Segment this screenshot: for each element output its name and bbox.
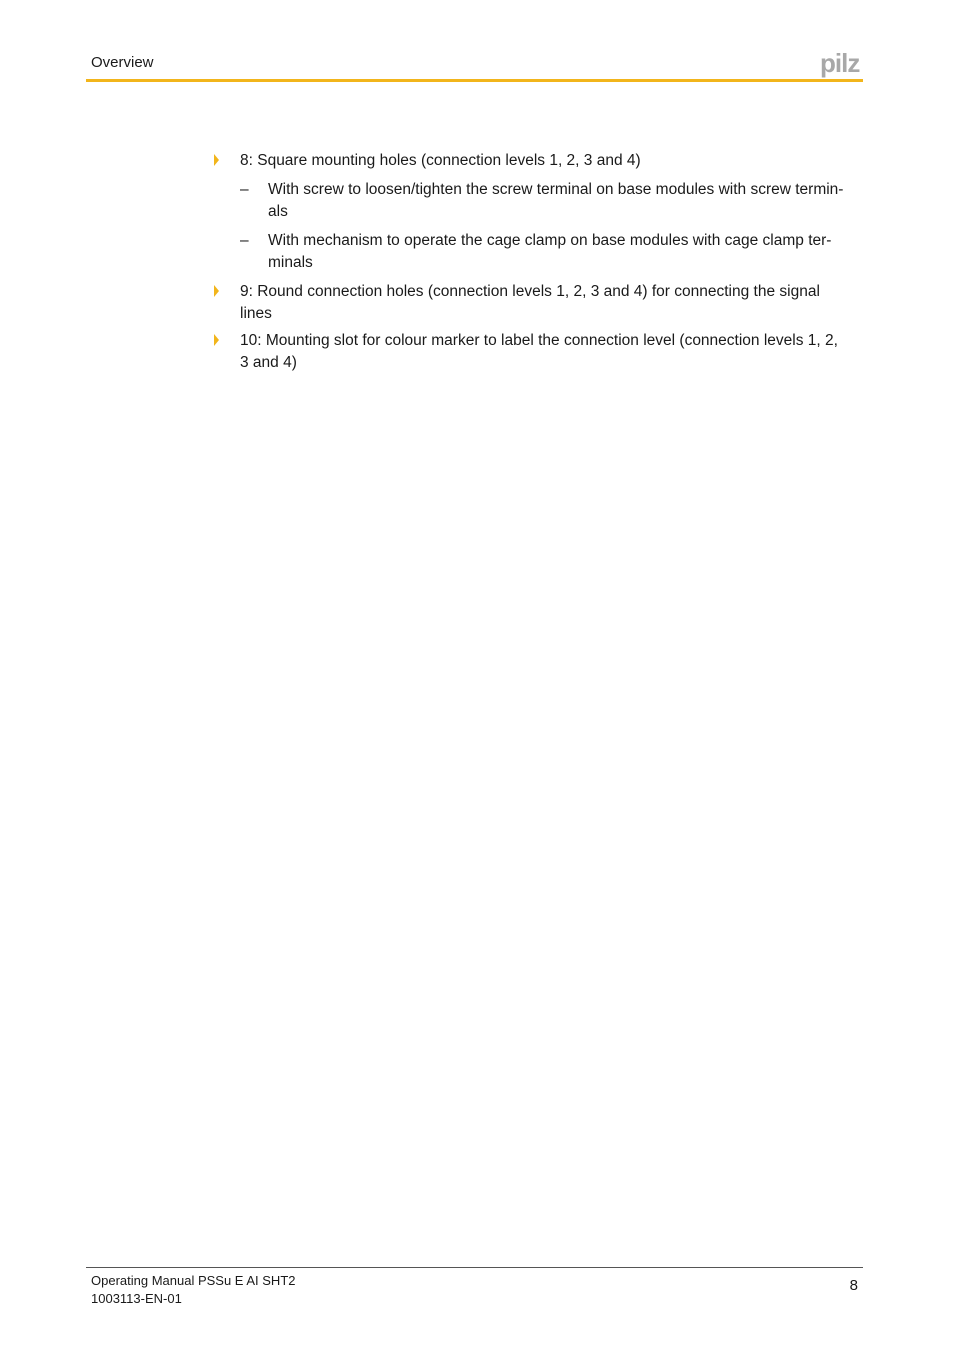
bullet-arrow-icon bbox=[214, 285, 219, 297]
document-number: 1003113-EN-01 bbox=[91, 1291, 182, 1306]
list-item bbox=[214, 330, 864, 374]
bullet-arrow-icon bbox=[214, 154, 219, 166]
dash-marker: – bbox=[240, 181, 249, 198]
footer-divider bbox=[86, 1267, 863, 1268]
list-item bbox=[214, 150, 864, 172]
sub-list-item-line: With screw to loosen/tighten the screw terminal on base modules with screw termin- bbox=[268, 181, 844, 198]
header-divider bbox=[86, 79, 863, 82]
page-section-title: Overview bbox=[91, 54, 154, 71]
list-item-line: 3 and 4) bbox=[240, 354, 297, 371]
bullet-arrow-icon bbox=[214, 334, 219, 346]
sub-list-item bbox=[214, 179, 864, 223]
list-item-line: 10: Mounting slot for colour marker to label the connection level (connection levels 1, 2, bbox=[240, 332, 838, 349]
pilz-logo bbox=[820, 50, 866, 78]
sub-list-item-line: minals bbox=[268, 254, 313, 271]
list-item-text: 8: Square mounting holes (connection levels 1, 2, 3 and 4) bbox=[240, 152, 641, 169]
sub-list-item-line: With mechanism to operate the cage clamp on base modules with cage clamp ter- bbox=[268, 232, 832, 249]
list-item bbox=[214, 281, 864, 325]
main-content bbox=[214, 150, 864, 379]
list-item-line: lines bbox=[240, 305, 272, 322]
manual-title: Operating Manual PSSu E AI SHT2 bbox=[91, 1273, 296, 1288]
page-number: 8 bbox=[849, 1277, 858, 1294]
sub-list-item bbox=[214, 230, 864, 274]
sub-list-item-line: als bbox=[268, 203, 288, 220]
list-item-line: 9: Round connection holes (connection levels 1, 2, 3 and 4) for connecting the signal bbox=[240, 283, 820, 300]
logo-text: pilz bbox=[820, 50, 860, 78]
dash-marker: – bbox=[240, 232, 249, 249]
